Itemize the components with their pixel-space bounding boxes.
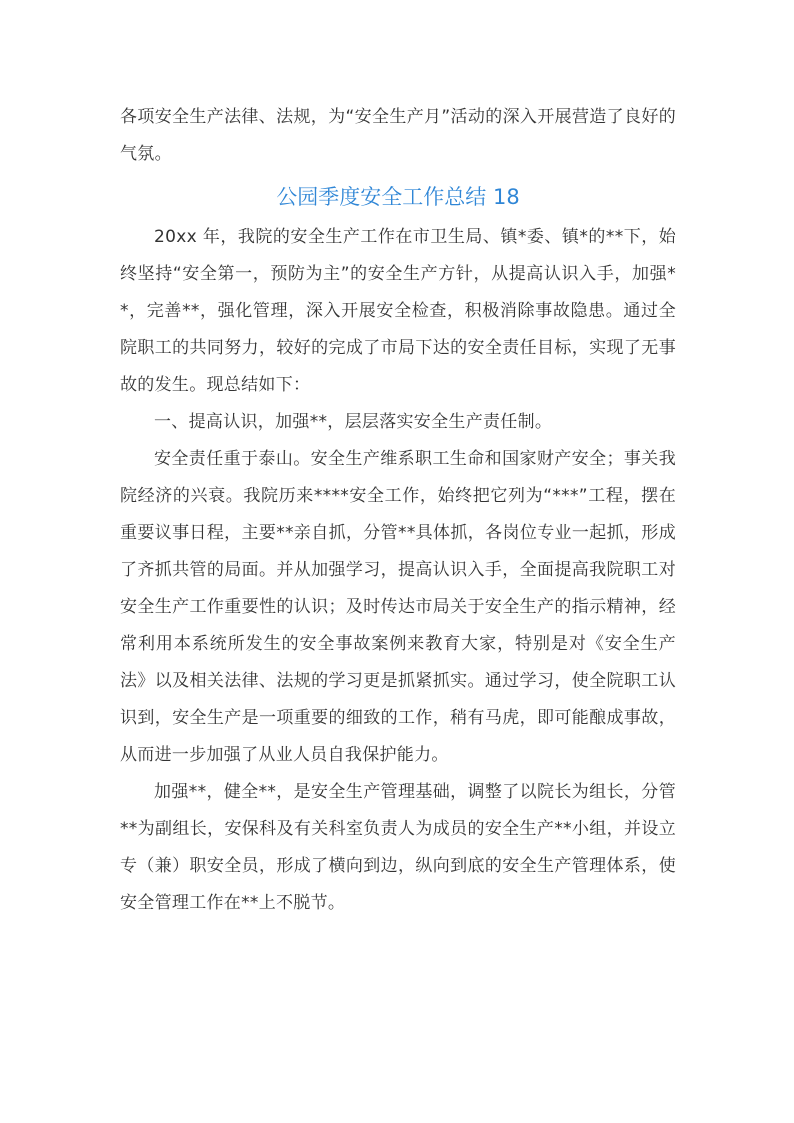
paragraph-overview: 20xx 年，我院的安全生产工作在市卫生局、镇*委、镇*的**下，始终坚持“安全第一，预防为主”的安全生产方针，从提高认识入手，加强**，完善**，强化管理，深入开展安全检查，积极消除事故隐患。通过全院职工的共同努力，较好的完成了市局下达的安全责任目标，实现了无事故的发生。现总结如下： <box>120 227 676 395</box>
document-body <box>120 99 676 922</box>
paragraph-responsibility: 安全责任重于泰山。安全生产维系职工生命和国家财产安全；事关我院经济的兴衰。我院历来****安全工作，始终把它列为“***”工程，摆在重要议事日程，主要**亲自抓，分管**具体抓，各岗位专业一起抓，形成了齐抓共管的局面。并从加强学习，提高认识入手，全面提高我院职工对安全生产工作重要性的认识；及时传达市局关于安全生产的指示精神，经常利用本系统所发生的安全事故案例来教育大家，特别是对《安全生产法》以及相关法律、法规的学习更是抓紧抓实。通过学习，使全院职工认识到，安全生产是一项重要的细致的工作，稍有马虎，即可能酿成事故，从而进一步加强了从业人员自我保护能力。 <box>120 449 676 765</box>
paragraph-heading-one: 一、提高认识，加强**，层层落实安全生产责任制。 <box>154 412 553 432</box>
intro-paragraph: 各项安全生产法律、法规，为“安全生产月”活动的深入开展营造了良好的气氛。 <box>120 107 676 164</box>
paragraph-management: 加强**，健全**，是安全生产管理基础，调整了以院长为组长，分管**为副组长，安保科及有关科室负责人为成员的安全生产**小组，并设立专（兼）职安全员，形成了横向到边，纵向到底的安全生产管理体系，使安全管理工作在**上不脱节。 <box>120 782 676 913</box>
section-title: 公园季度安全工作总结 18 <box>276 185 520 209</box>
